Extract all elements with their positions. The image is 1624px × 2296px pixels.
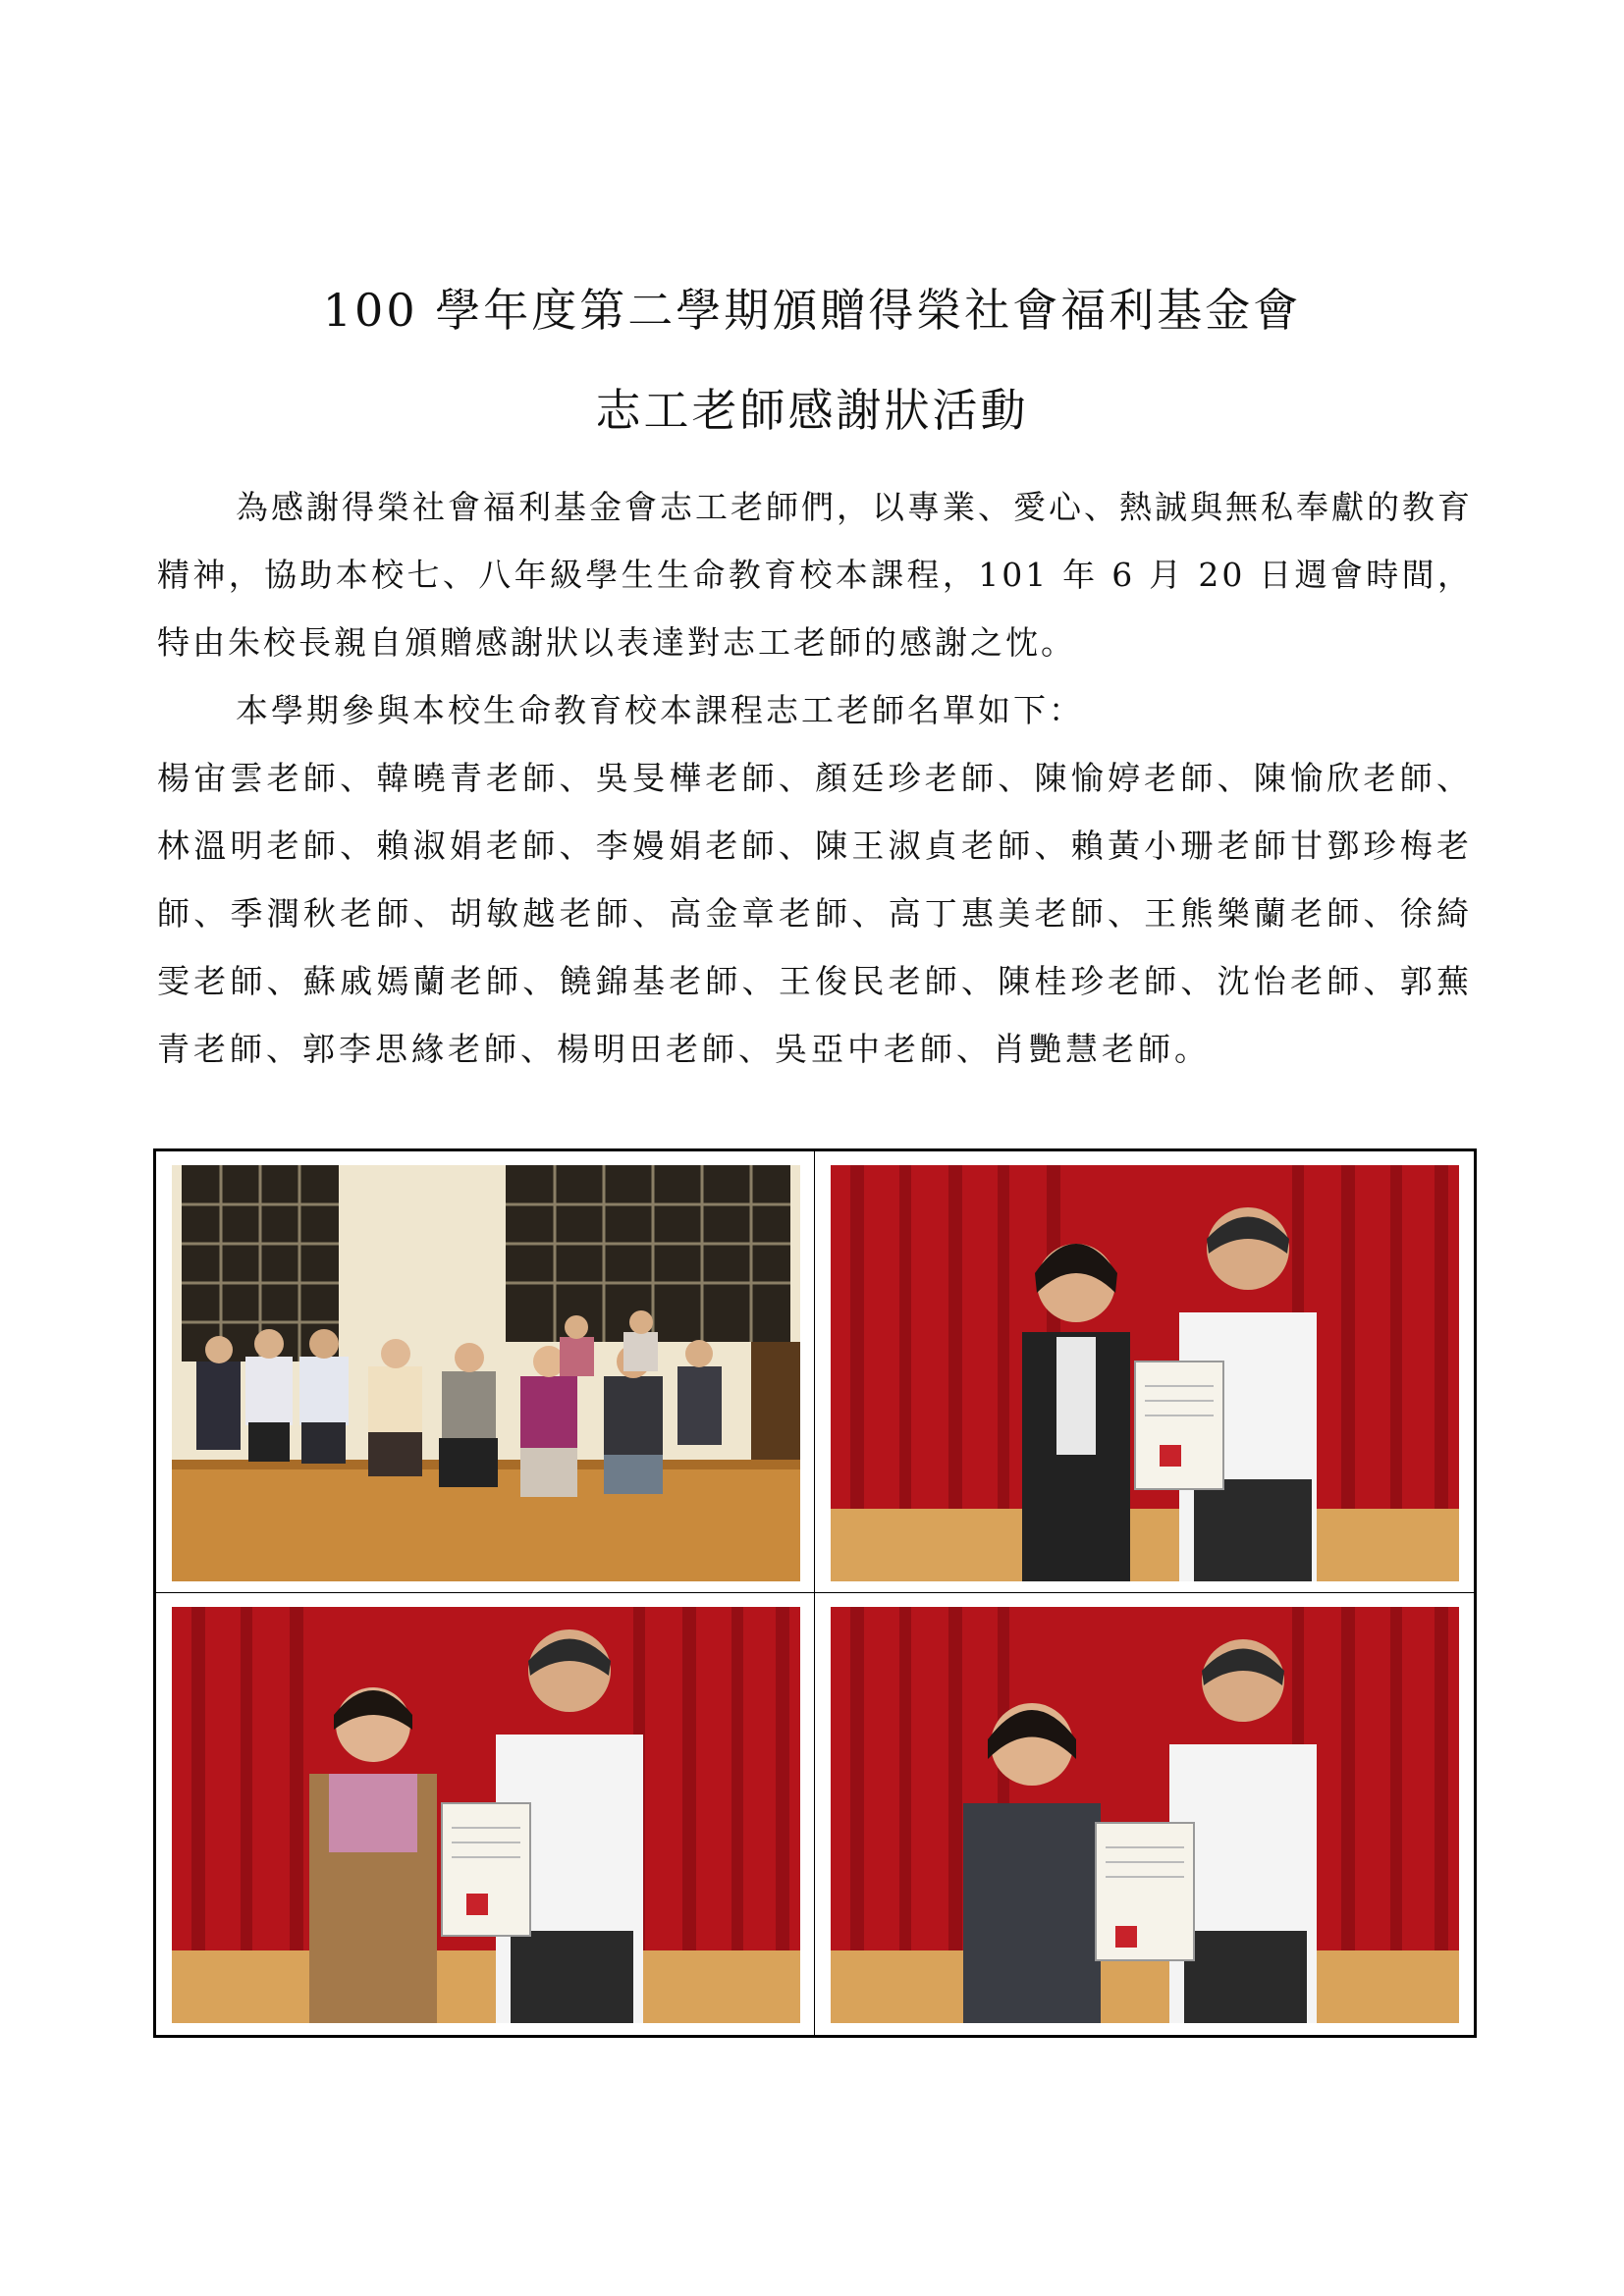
photo-cell bbox=[156, 1593, 815, 2035]
photo-cell bbox=[156, 1151, 815, 1593]
photo-certificate-presentation bbox=[831, 1607, 1459, 2023]
photo-seated-volunteers bbox=[172, 1165, 800, 1581]
photo-certificate-presentation bbox=[172, 1607, 800, 2023]
photo-cell bbox=[815, 1151, 1474, 1593]
document-subtitle: 志工老師感謝狀活動 bbox=[595, 384, 1029, 437]
photo-certificate-presentation bbox=[831, 1165, 1459, 1581]
photo-cell bbox=[815, 1593, 1474, 2035]
document-title: 100 學年度第二學期頒贈得榮社會福利基金會 bbox=[322, 284, 1302, 337]
volunteer-name-list: 楊宙雲老師、韓曉青老師、吳旻樺老師、顏廷珍老師、陳愉婷老師、陳愉欣老師、林溫明老師、賴淑娟老師、李嫚娟老師、陳王淑貞老師、賴黃小珊老師甘鄧珍梅老師、季潤秋老師、胡敏越老師、高金章老師、高丁惠美老師、王熊樂蘭老師、徐綺雯老師、蘇戚嫣蘭老師、饒錦基老師、王俊民老師、陳桂珍老師、沈怡老師、郭蕪青老師、郭李思緣老師、楊明田老師、吳亞中老師、肖艷慧老師。 bbox=[157, 759, 1473, 1068]
intro-paragraph: 為感謝得榮社會福利基金會志工老師們，以專業、愛心、熱誠與無私奉獻的教育精神，協助本校七、八年級學生生命教育校本課程，101 年 6 月 20 日週會時間，特由朱校長親自頒贈感謝狀以表達對志工老師的感謝之忱。 bbox=[157, 488, 1473, 662]
list-intro-paragraph: 本學期參與本校生命教育校本課程志工老師名單如下： bbox=[236, 691, 1084, 729]
photo-table bbox=[153, 1148, 1477, 2038]
